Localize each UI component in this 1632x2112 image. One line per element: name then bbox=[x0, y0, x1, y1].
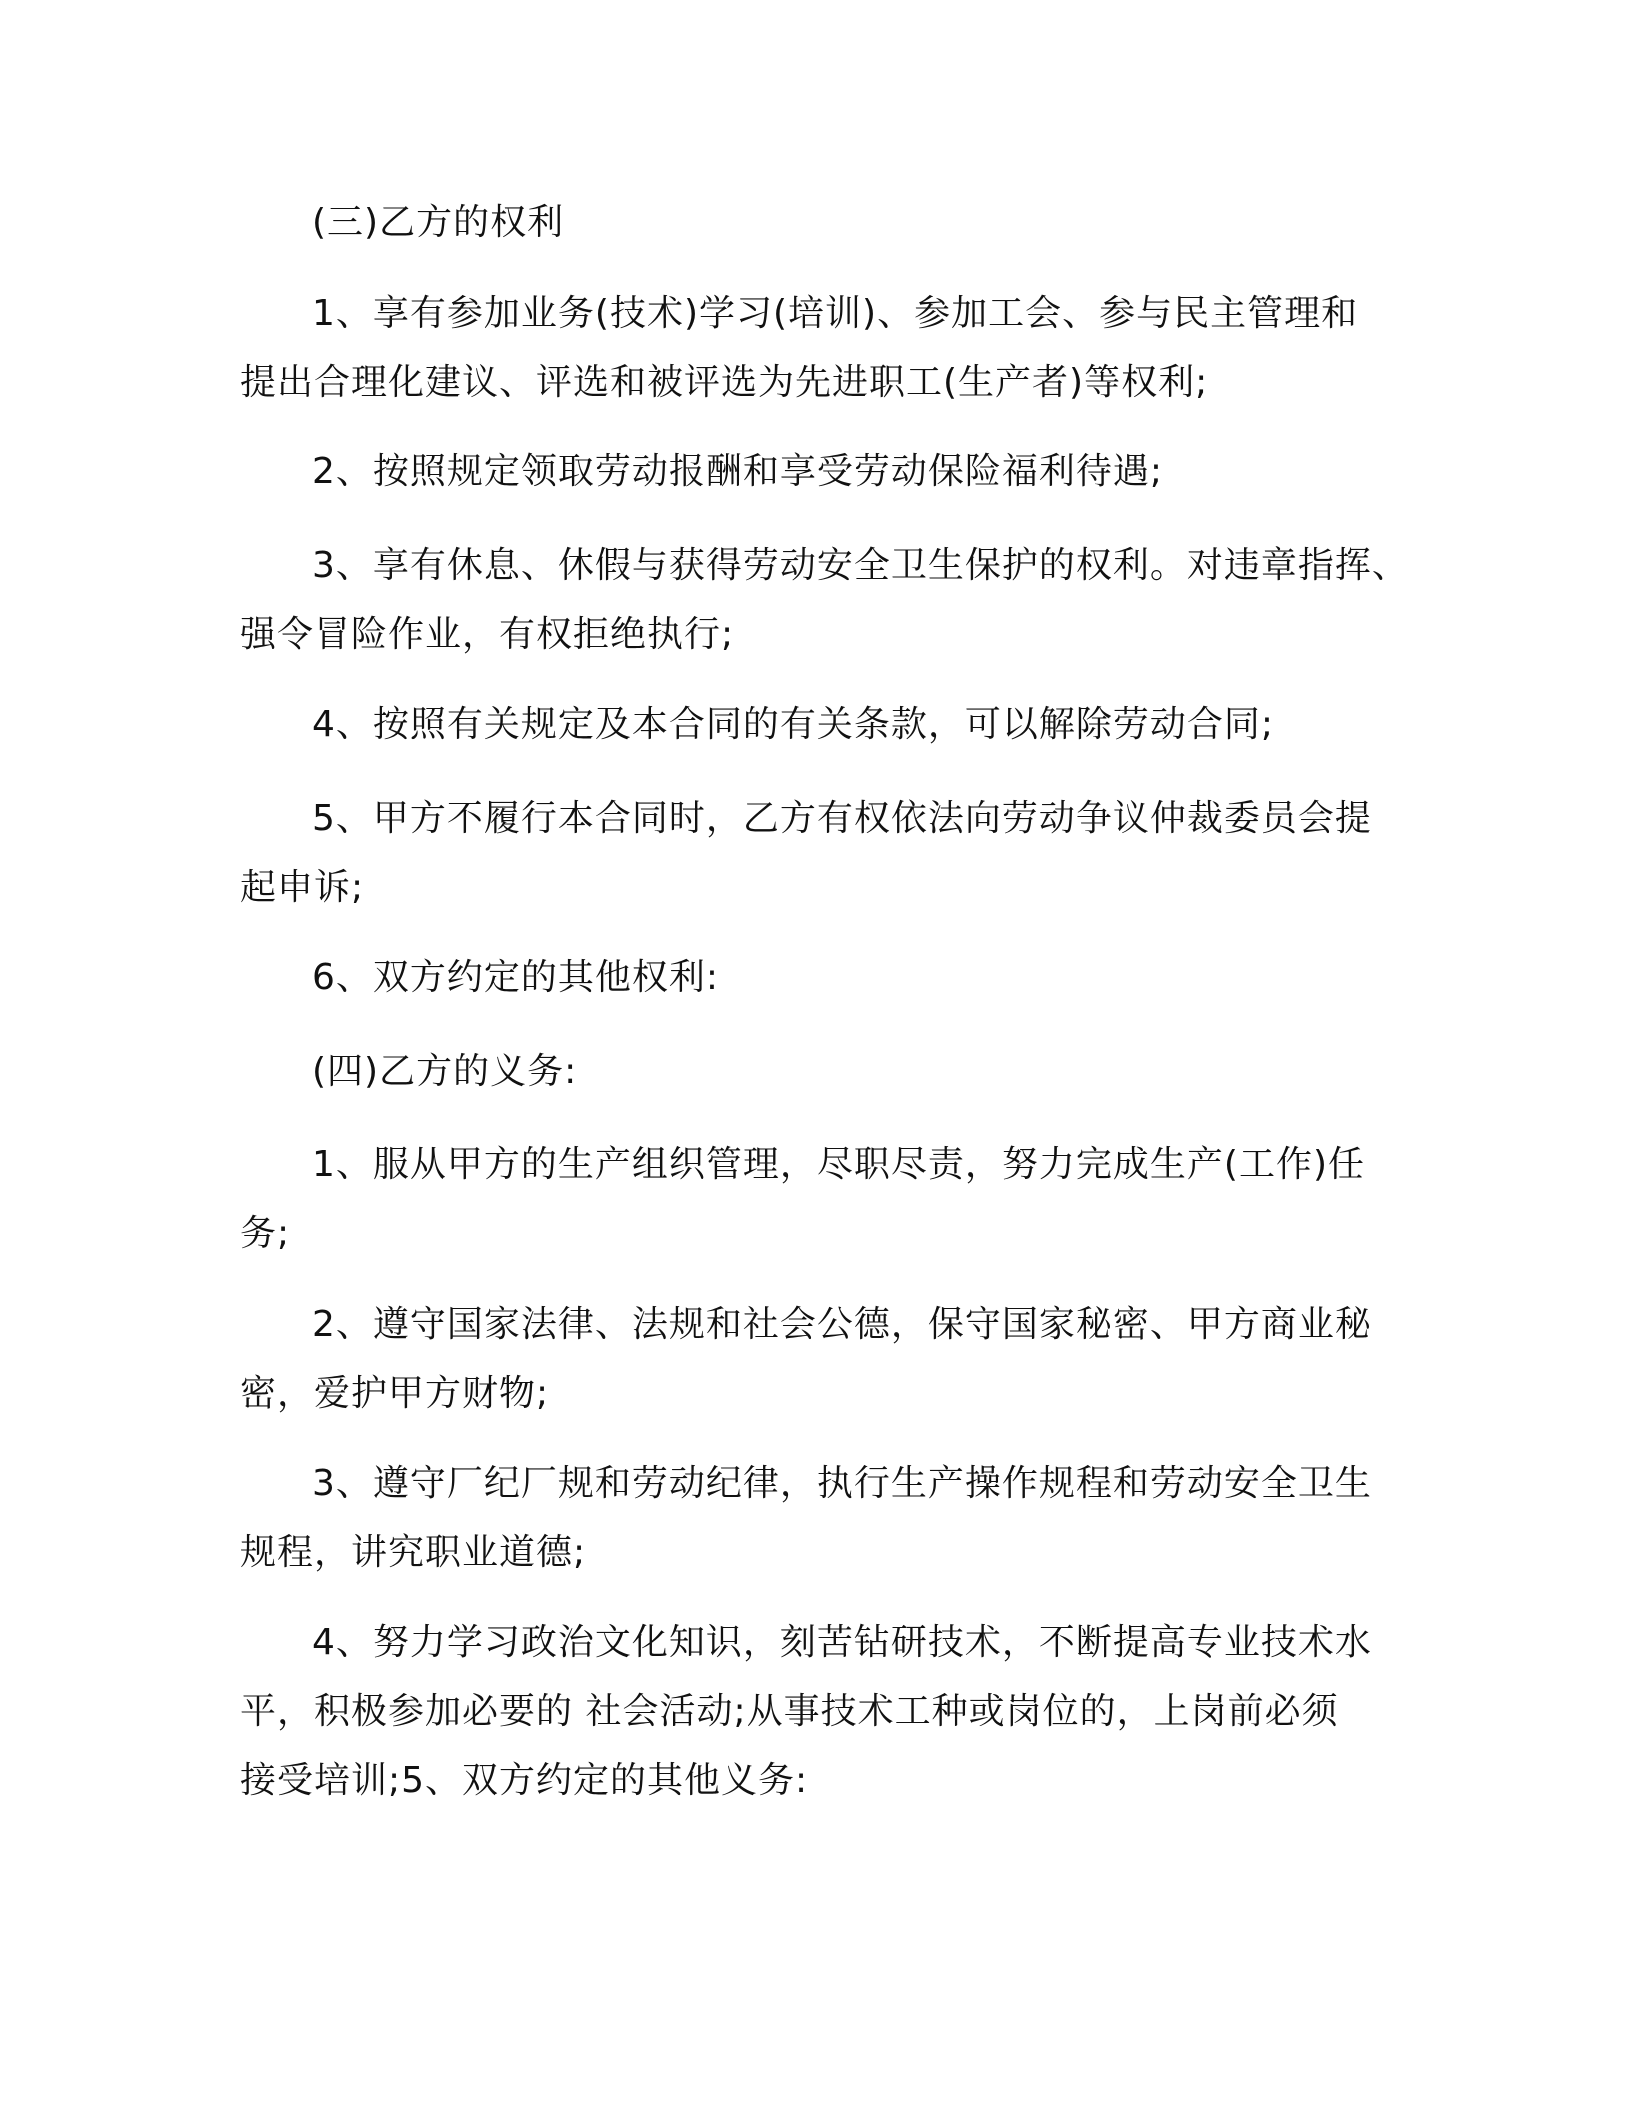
paragraph-right-6 bbox=[240, 943, 1410, 1012]
section-heading-obligations bbox=[240, 1037, 1410, 1106]
paragraph-right-1 bbox=[240, 279, 1410, 417]
text-line: 1、服从甲方的生产组织管理，尽职尽责，努力完成生产(工作)任 bbox=[312, 1144, 1365, 1185]
text-line: 4、按照有关规定及本合同的有关条款，可以解除劳动合同; bbox=[312, 704, 1275, 745]
paragraph-obligation-3 bbox=[240, 1449, 1410, 1587]
paragraph-right-3 bbox=[240, 531, 1410, 669]
paragraph-right-2 bbox=[240, 437, 1410, 506]
text-line: (三)乙方的权利 bbox=[312, 202, 565, 243]
paragraph-right-5 bbox=[240, 784, 1410, 922]
text-line: 强令冒险作业，有权拒绝执行; bbox=[240, 614, 735, 655]
text-line: 密，爱护甲方财物; bbox=[240, 1373, 550, 1414]
text-line: 务; bbox=[240, 1213, 291, 1254]
paragraph-obligation-1 bbox=[240, 1130, 1410, 1268]
text-line: 4、努力学习政治文化知识，刻苦钻研技术，不断提高专业技术水 bbox=[312, 1622, 1372, 1663]
text-line: 提出合理化建议、评选和被评选为先进职工(生产者)等权利; bbox=[240, 362, 1209, 403]
text-line: (四)乙方的义务: bbox=[312, 1051, 578, 1092]
text-line: 2、遵守国家法律、法规和社会公德，保守国家秘密、甲方商业秘 bbox=[312, 1304, 1372, 1345]
text-line: 6、双方约定的其他权利: bbox=[312, 957, 720, 998]
text-line: 接受培训;5、双方约定的其他义务: bbox=[240, 1760, 809, 1801]
paragraph-obligation-2 bbox=[240, 1290, 1410, 1428]
paragraph-right-4 bbox=[240, 690, 1410, 759]
text-line: 平，积极参加必要的 社会活动;从事技术工种或岗位的，上岗前必须 bbox=[240, 1691, 1339, 1732]
text-line: 5、甲方不履行本合同时，乙方有权依法向劳动争议仲裁委员会提 bbox=[312, 798, 1372, 839]
paragraph-obligation-4 bbox=[240, 1608, 1410, 1815]
text-line: 2、按照规定领取劳动报酬和享受劳动保险福利待遇; bbox=[312, 451, 1164, 492]
text-line: 3、享有休息、休假与获得劳动安全卫生保护的权利。对违章指挥、 bbox=[312, 545, 1409, 586]
text-line: 1、享有参加业务(技术)学习(培训)、参加工会、参与民主管理和 bbox=[312, 293, 1359, 334]
text-line: 起申诉; bbox=[240, 867, 365, 908]
section-heading-rights bbox=[240, 188, 1410, 257]
text-line: 规程，讲究职业道德; bbox=[240, 1532, 587, 1573]
text-line: 3、遵守厂纪厂规和劳动纪律，执行生产操作规程和劳动安全卫生 bbox=[312, 1463, 1372, 1504]
